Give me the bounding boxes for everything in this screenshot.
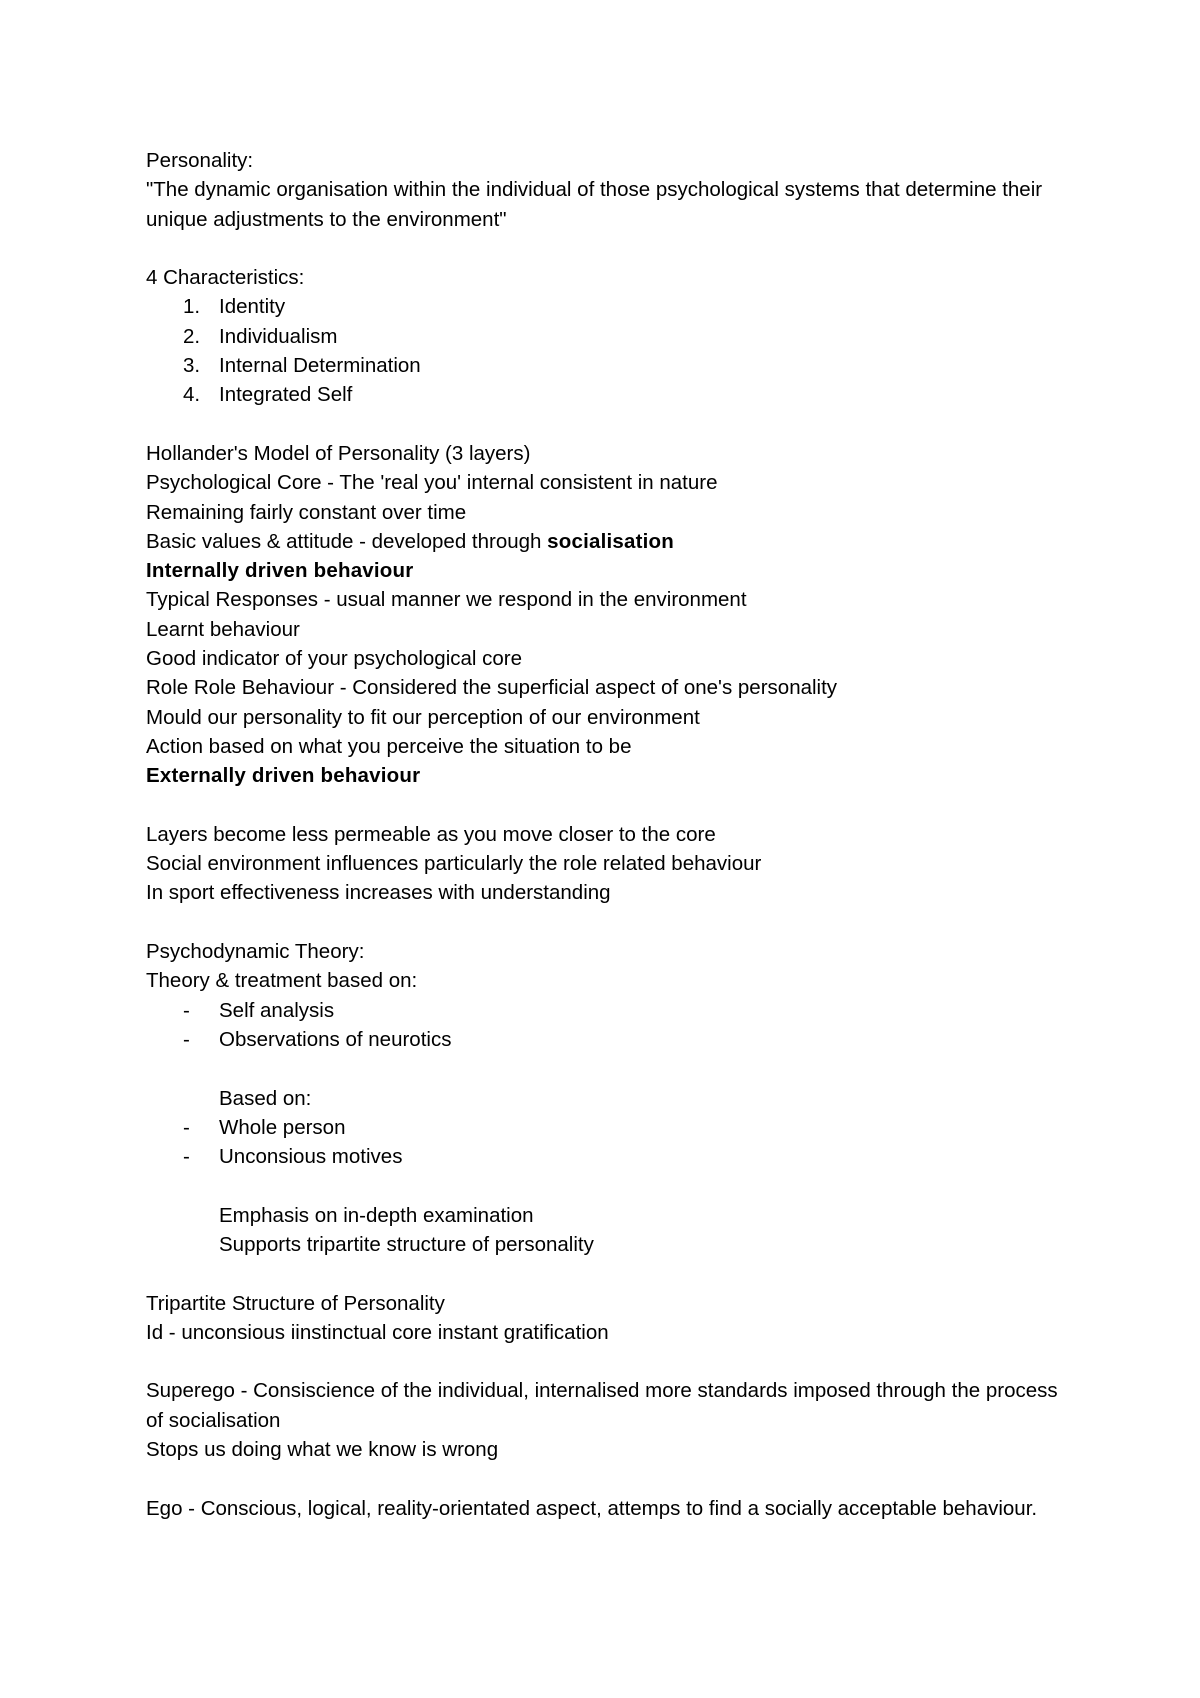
list-item [146, 1113, 1076, 1142]
list-marker: 2. [183, 324, 201, 348]
layers-permeable: Layers become less permeable as you move closer to the core [146, 822, 716, 846]
list-item [146, 322, 1076, 351]
hollander-role: Role Role Behaviour - Considered the superficial aspect of one's personality [146, 676, 838, 700]
tripartite-superego: Superego - Consiscience of the individual, internalised more standards imposed through the process of socialisation [146, 1379, 1058, 1432]
tripartite-ego: Ego - Conscious, logical, reality-orientated aspect, attemps to find a socially acceptable behaviour. [146, 1496, 1038, 1520]
spacer [146, 908, 1076, 937]
characteristics-list [146, 292, 1076, 409]
spacer [146, 1171, 1076, 1200]
hollander-typical: Typical Responses - usual manner we respond in the environment [146, 588, 747, 612]
internally-driven: Internally driven behaviour [146, 559, 414, 583]
hollander-values-text: Basic values & attitude - developed through [146, 529, 548, 553]
list-item-text: Individualism [219, 324, 338, 348]
psychodynamic-theory: Theory & treatment based on: [146, 969, 418, 993]
hollander-values [146, 527, 1076, 556]
tripartite-stops: Stops us doing what we know is wrong [146, 1438, 499, 1462]
spacer [146, 1054, 1076, 1083]
spacer [146, 791, 1076, 820]
hollander-mould: Mould our personality to fit our perception of our environment [146, 705, 700, 729]
list-item-text: Unconsious motives [219, 1145, 403, 1169]
layers-sport: In sport effectiveness increases with understanding [146, 881, 611, 905]
spacer [146, 1464, 1076, 1493]
hollander-core: Psychological Core - The 'real you' internal consistent in nature [146, 471, 718, 495]
list-marker: 4. [183, 383, 201, 407]
list-item [146, 351, 1076, 380]
list-item-text: Internal Determination [219, 354, 421, 378]
psychodynamic-supports: Supports tripartite structure of personality [219, 1232, 594, 1256]
list-item [146, 1025, 1076, 1054]
list-marker: 3. [183, 354, 201, 378]
list-item-text: Identity [219, 295, 286, 319]
hollander-learnt: Learnt behaviour [146, 617, 300, 641]
list-item-text: Self analysis [219, 998, 335, 1022]
psychodynamic-based-on: Based on: [219, 1086, 312, 1110]
hollander-indicator: Good indicator of your psychological core [146, 647, 523, 671]
hollander-constant: Remaining fairly constant over time [146, 500, 467, 524]
list-item-text: Whole person [219, 1115, 346, 1139]
list-item [146, 996, 1076, 1025]
spacer [146, 1259, 1076, 1288]
list-item-text: Observations of neurotics [219, 1027, 452, 1051]
layers-social: Social environment influences particularly the role related behaviour [146, 852, 762, 876]
list-item [146, 292, 1076, 321]
list-item [146, 380, 1076, 409]
list-marker: - [183, 1145, 190, 1169]
list-marker: - [183, 1027, 190, 1051]
psychodynamic-heading: Psychodynamic Theory: [146, 940, 365, 964]
personality-definition: "The dynamic organisation within the individual of those psychological systems that determine their unique adjustments to the environment" [146, 178, 1043, 231]
tripartite-id: Id - unconsious iinstinctual core instant gratification [146, 1320, 609, 1344]
hollander-values-bold: socialisation [547, 529, 674, 553]
externally-driven: Externally driven behaviour [146, 764, 421, 788]
characteristics-heading: 4 Characteristics: [146, 266, 305, 290]
document-page [146, 146, 1076, 1523]
hollander-action: Action based on what you perceive the situation to be [146, 734, 632, 758]
list-marker: 1. [183, 295, 201, 319]
tripartite-heading: Tripartite Structure of Personality [146, 1291, 445, 1315]
list-item [146, 1142, 1076, 1171]
spacer [146, 410, 1076, 439]
spacer [146, 1347, 1076, 1376]
hollander-heading: Hollander's Model of Personality (3 layers) [146, 441, 531, 465]
list-item-text: Integrated Self [219, 383, 353, 407]
list-marker: - [183, 998, 190, 1022]
list-marker: - [183, 1115, 190, 1139]
spacer [146, 234, 1076, 263]
psychodynamic-emphasis: Emphasis on in-depth examination [219, 1203, 534, 1227]
personality-heading: Personality: [146, 149, 254, 172]
